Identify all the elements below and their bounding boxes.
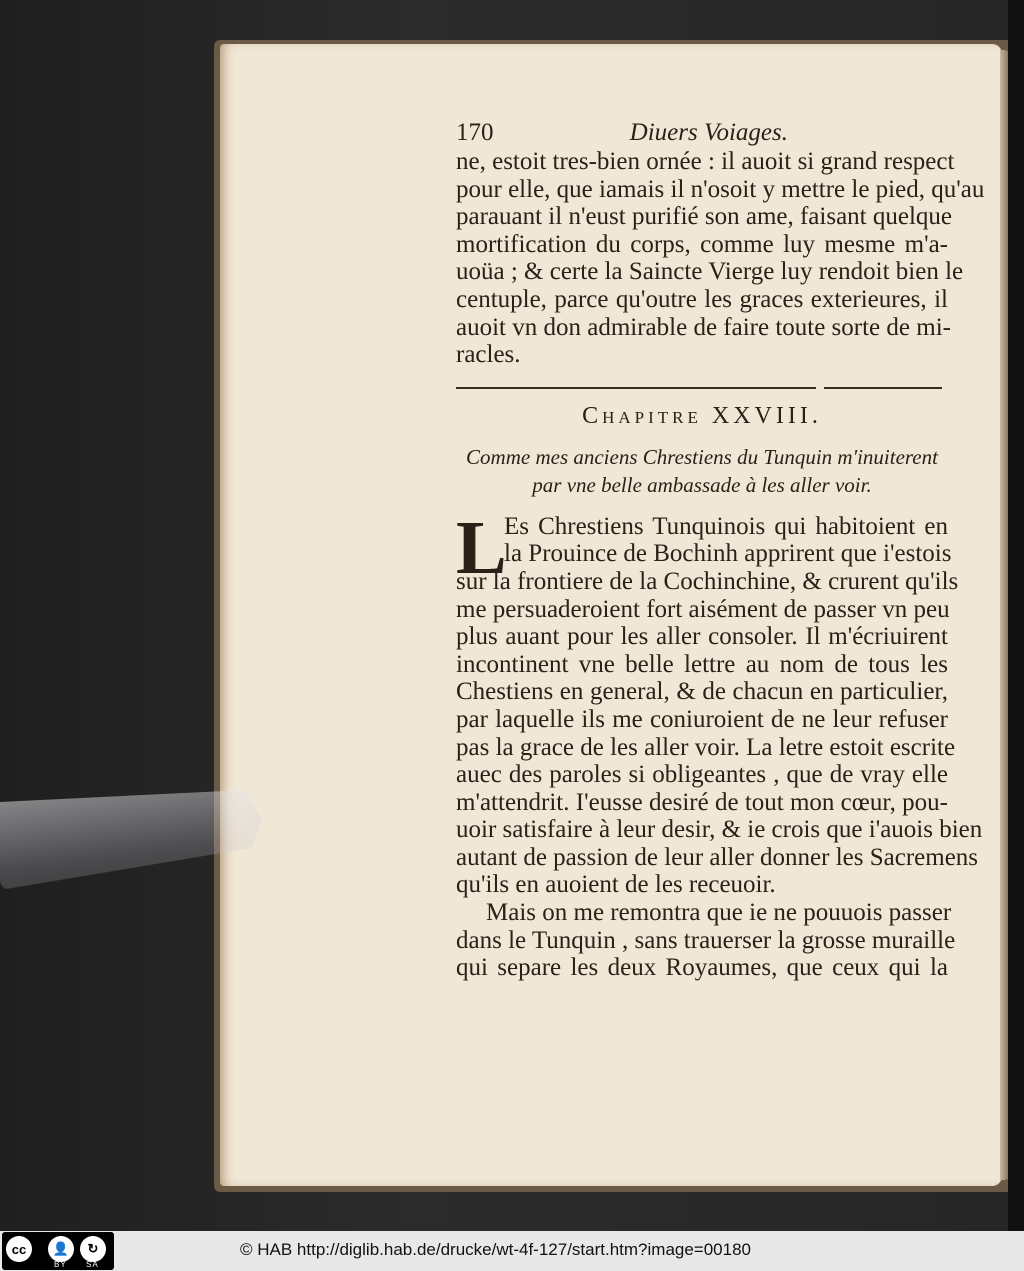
paragraph-1 [456, 505, 983, 899]
sa-label: SA [86, 1260, 99, 1269]
dropcap-lines [456, 512, 952, 568]
cc-icon-label: cc [11, 1241, 27, 1257]
section-divider [456, 387, 948, 389]
top-paragraph [456, 148, 985, 369]
text-line: uoüa ; & certe la Saincte Vierge luy rendoit bien le [456, 258, 964, 286]
chapter-subtitle-line-2: par vne belle ambassade à les aller voir. [532, 472, 872, 497]
text-line: la Prouince de Bochinh apprirent que i'estois [504, 540, 952, 568]
chapter-subtitle-line-1: Comme mes anciens Chrestiens du Tunquin m'inuiterent [466, 444, 938, 469]
copyright-url-text: © HAB http://diglib.hab.de/drucke/wt-4f-127/start.htm?image=00180 [240, 1240, 752, 1259]
text-line: pour elle, que iamais il n'osoit y mettre le pied, qu'au [456, 175, 985, 203]
right-margin [1008, 0, 1024, 1231]
text-line: incontinent vne belle lettre au nom de tous les [456, 650, 948, 678]
sa-share-alike-icon: ↻ [80, 1236, 106, 1262]
text-line: mortification du corps, comme luy mesme m'a- [456, 230, 948, 258]
text-line: pas la grace de les aller voir. La letre estoit escrite [456, 733, 956, 761]
paragraph-2 [456, 899, 956, 982]
cc-icon [6, 1236, 32, 1262]
page-number: 170 [456, 119, 494, 146]
drop-cap: L [456, 505, 507, 590]
text-line: auoit vn don admirable de faire toute sorte de mi- [456, 313, 951, 341]
text-line: me persuaderoient fort aisément de passer vn peu [456, 595, 950, 623]
text-line: plus auant pour les aller consoler. Il m'écriuirent [456, 623, 948, 651]
text-line: centuple, parce qu'outre les graces exterieures, il [456, 285, 948, 313]
text-line: Mais on me remontra que ie ne pouuois passer [486, 899, 952, 927]
by-label: BY [54, 1260, 67, 1269]
divider-rule-left [456, 387, 816, 389]
text-line: m'attendrit. I'eusse desiré de tout mon cœur, pou- [456, 788, 948, 816]
divider-rule-right [824, 387, 942, 389]
text-line: qu'ils en auoient de les receuoir. [456, 871, 776, 899]
running-head: Diuers Voiages. [629, 119, 788, 146]
text-line: uoir satisfaire à leur desir, & ie crois que i'auois bien [456, 816, 983, 844]
page-header [456, 118, 948, 148]
text-line: racles. [456, 341, 521, 369]
text-line: dans le Tunquin , sans trauerser la grosse muraille [456, 926, 956, 954]
by-person-icon: 👤 [48, 1236, 74, 1262]
text-line: Chestiens en general, & de chacun en particulier, [456, 678, 948, 706]
cc-by-sa-badge[interactable] [2, 1232, 114, 1270]
text-line: autant de passion de leur aller donner les Sacremens [456, 843, 979, 871]
text-line: ne, estoit tres-bien ornée : il auoit si grand respect [456, 148, 955, 175]
chapter-title: Chapitre XXVIII. [582, 402, 822, 429]
text-line: auec des paroles si obligeantes , que de vray elle [456, 761, 948, 789]
text-line: par laquelle ils me coniuroient de ne leur refuser [456, 705, 948, 733]
text-line: qui separe les deux Royaumes, que ceux qui la [456, 954, 948, 982]
text-line: parauant il n'eust purifié son ame, faisant quelque [456, 203, 953, 231]
text-line: sur la frontiere de la Cochinchine, & crurent qu'ils [456, 567, 959, 595]
footer-bar [0, 1231, 1024, 1271]
text-line: Es Chrestiens Tunquinois qui habitoient en [504, 512, 948, 540]
page-text [456, 118, 985, 982]
